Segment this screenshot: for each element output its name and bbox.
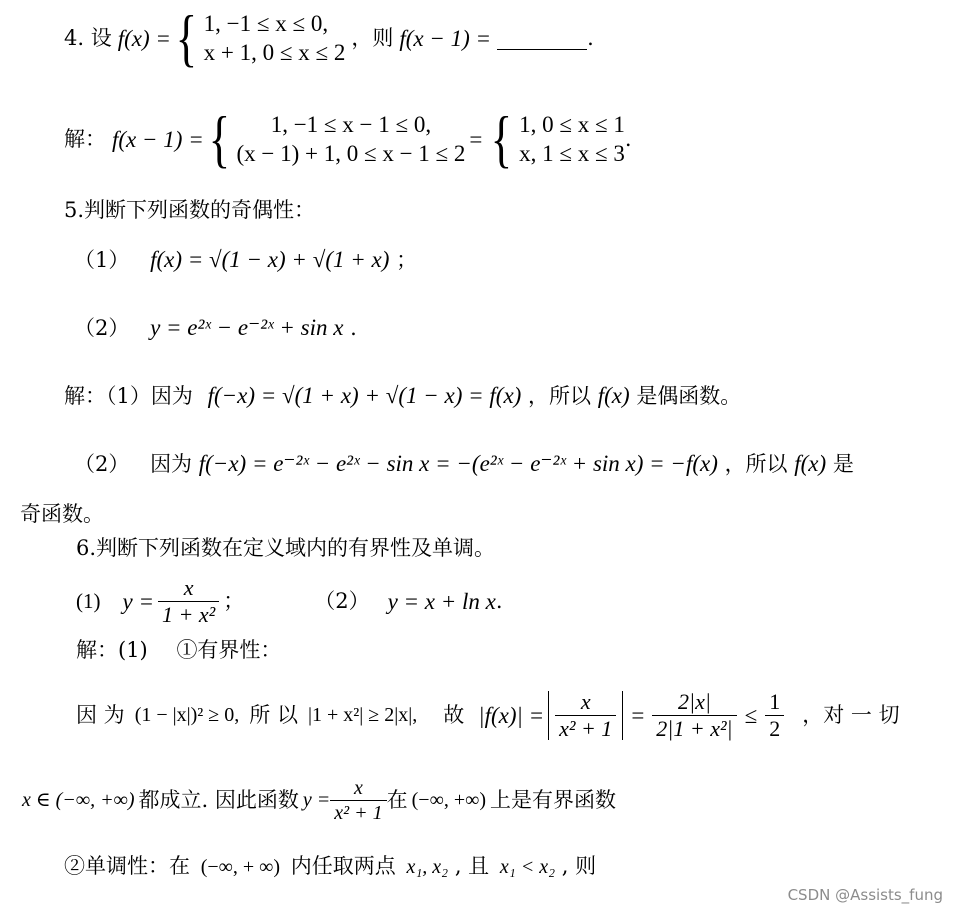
q5-p1-end: ；	[396, 248, 418, 272]
q4-line	[64, 2, 594, 73]
q6-all-y: y =	[302, 789, 331, 811]
q4-sol-period: .	[624, 126, 632, 151]
q6-bound-f3-den: 2	[765, 715, 784, 740]
q6-p1-lhs: y =	[122, 588, 154, 614]
q6-mono-label: ②单调性：在	[64, 854, 190, 878]
left-brace-icon: {	[175, 2, 198, 73]
q5-sol1-mid: ，所以	[528, 384, 592, 408]
q4-tail: ，则	[351, 25, 394, 50]
q6-p2-period: .	[495, 588, 503, 613]
q6-all-text3: 上是有界函数	[490, 787, 617, 812]
q5-sol2-expr: f(−x) = e⁻²ˣ − e²ˣ − sin x = −(e²ˣ − e⁻²ˣ + sin x) = −f(x)	[198, 451, 718, 476]
q4-sol-case-1: 1, −1 ≤ x − 1 ≤ 0,	[270, 112, 432, 137]
q4-sol-piecewise-1	[204, 103, 466, 174]
q4-sol-result-1: 1, 0 ≤ x ≤ 1	[519, 112, 625, 137]
q6-all-expr: x ∈ (−∞, +∞)	[22, 789, 135, 811]
q6-p1-num: x	[183, 574, 194, 600]
q5-part1	[74, 248, 417, 271]
q6-p1-den: 1 + x²	[158, 601, 219, 626]
q4-sol-case-2: (x − 1) + 1, 0 ≤ x − 1 ≤ 2	[236, 141, 466, 166]
left-brace-icon: {	[491, 103, 513, 174]
q6-bound-frac1	[555, 688, 616, 741]
q6-mono-interval: (−∞, + ∞)	[200, 856, 281, 878]
q5-p1-label: （1）	[74, 248, 130, 272]
q5-title: 5.判断下列函数的奇偶性：	[64, 198, 316, 222]
q4-ask: f(x − 1) =	[399, 25, 492, 51]
q6-bound-le: ≤	[744, 702, 758, 728]
q4-sol-result-2: x, 1 ≤ x ≤ 3	[519, 141, 625, 166]
q5-part2	[74, 316, 357, 339]
q6-bound-text4: ，对 一 切	[802, 702, 900, 727]
q6-solution-label	[76, 640, 281, 661]
q5-p1-expr: f(x) = √(1 − x) + √(1 + x)	[150, 247, 390, 272]
q5-sol2-because: 因为	[150, 452, 193, 476]
q6-bound-expr2: |1 + x²| ≥ 2|x|,	[307, 704, 418, 726]
q5-sol2-fx: f(x)	[794, 451, 827, 476]
q6-bound-frac2	[652, 688, 736, 741]
q6-bound-f1-num: x	[580, 688, 591, 714]
q6-bound-line	[76, 680, 900, 750]
q6-sol-sub: ①有界性：	[176, 638, 282, 662]
q6-mono-pts: x₁, x₂	[406, 856, 449, 878]
q6-mono-text3: , 则	[561, 854, 597, 878]
q5-sol1-expr: f(−x) = √(1 + x) + √(1 − x) = f(x)	[207, 383, 522, 408]
q6-all-interval: (−∞, +∞)	[411, 789, 487, 811]
q6-bound-frac3	[765, 688, 784, 741]
q5-p2-label: （2）	[74, 316, 130, 340]
q6-mono-text1: 内任取两点	[290, 854, 396, 878]
watermark: CSDN @Assists_fung	[787, 886, 943, 904]
q6-all-num: x	[353, 776, 363, 799]
q6-p1-end: ；	[223, 588, 245, 613]
q4-case-2: x + 1, 0 ≤ x ≤ 2	[203, 40, 346, 65]
q5-solution-1	[64, 384, 741, 407]
q4-sol-piecewise-2	[486, 103, 625, 174]
q6-bound-abs-frac	[548, 688, 623, 741]
q5-sol1-prefix: 解：（1）因为	[64, 384, 193, 408]
q4-sol-label: 解：	[64, 126, 106, 151]
q4-answer-blank	[497, 27, 587, 50]
q6-p1-fraction	[158, 574, 219, 627]
q6-p2-expr: y = x + ln x	[387, 588, 496, 614]
q4-period: .	[587, 25, 594, 50]
q6-mono-cond: x₁ < x₂	[499, 856, 556, 878]
q6-mono-line	[64, 856, 596, 877]
q6-bound-text2: 所 以	[249, 702, 298, 727]
q5-sol2-label: （2）	[74, 452, 130, 476]
q6-p1-label: (1)	[76, 588, 101, 613]
q6-bound-f2-den: 2|1 + x²|	[652, 715, 736, 740]
q6-sol-label: 解：(1)	[76, 638, 148, 662]
q5-solution-2	[74, 452, 854, 475]
q6-parts	[76, 572, 503, 630]
q6-bound-text3: 故	[443, 702, 465, 727]
q4-label: 4. 设	[64, 25, 112, 50]
q6-bound-expr1: (1 − |x|)² ≥ 0,	[134, 704, 240, 726]
q4-piecewise	[171, 2, 346, 73]
q5-sol2-mid: ，所以	[724, 452, 788, 476]
q6-mono-text2: , 且	[454, 854, 490, 878]
q6-bound-text1: 因 为	[76, 702, 125, 727]
q5-sol1-fx: f(x)	[597, 383, 630, 408]
q6-bound-f2-num: 2|x|	[678, 688, 711, 714]
q6-all-text1: 都成立. 因此函数	[138, 787, 299, 812]
q4-sol-eq: =	[469, 126, 483, 152]
q6-bound-f1-den: x² + 1	[555, 715, 616, 740]
left-brace-icon: {	[208, 103, 230, 174]
q4-case-1: 1, −1 ≤ x ≤ 0,	[203, 11, 329, 36]
q6-all-line	[22, 770, 616, 830]
q6-all-text2: 在	[386, 787, 408, 812]
q6-all-frac	[330, 778, 386, 823]
q4-func: f(x) =	[117, 25, 171, 51]
q4-sol-lhs: f(x − 1) =	[112, 126, 204, 152]
q4-solution-line	[64, 103, 632, 174]
q6-bound-eq: =	[631, 702, 645, 728]
q6-p2-label: （2）	[314, 588, 370, 613]
q6-bound-lhs: |f(x)| =	[478, 702, 545, 728]
q5-p2-expr: y = e²ˣ − e⁻²ˣ + sin x	[150, 315, 344, 340]
q6-all-den: x² + 1	[330, 800, 386, 823]
q5-sol2-end: 是	[832, 452, 854, 476]
q5-sol1-end: 是偶函数。	[636, 384, 742, 408]
q6-bound-f3-num: 1	[769, 688, 781, 714]
q5-sol2-wrap: 奇函数。	[20, 502, 104, 526]
q6-title: 6.判断下列函数在定义域内的有界性及单调。	[76, 536, 496, 560]
q5-p2-period: .	[350, 316, 357, 340]
